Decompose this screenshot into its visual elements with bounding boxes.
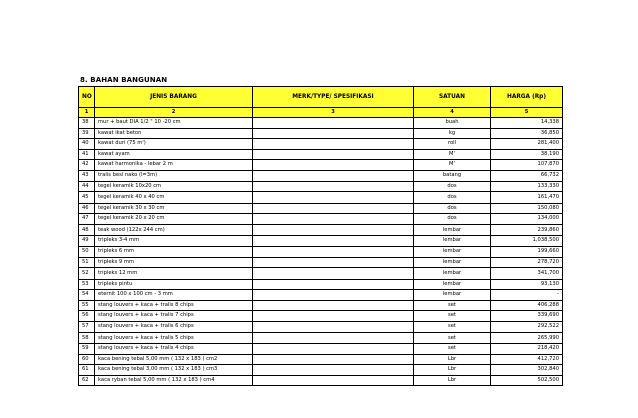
cell-jenis-barang: stang louvers + kaca + tralis 5 chips xyxy=(95,332,253,344)
cell-no: 57 xyxy=(79,322,95,333)
cell-merk xyxy=(253,311,414,322)
cell-satuan: kg xyxy=(414,128,491,139)
table-row xyxy=(79,170,563,181)
cell-satuan: M' xyxy=(414,160,491,171)
column-number: 3 xyxy=(253,108,414,118)
cell-merk xyxy=(253,170,414,181)
cell-satuan: Lbr xyxy=(414,365,491,376)
cell-no: 54 xyxy=(79,290,95,301)
table-row xyxy=(79,224,563,236)
table-row xyxy=(79,160,563,171)
cell-harga: 133,330 xyxy=(491,181,563,192)
cell-merk xyxy=(253,375,414,386)
cell-satuan: lembar xyxy=(414,290,491,301)
cell-jenis-barang: kaca ryban tebal 5,00 mm ( 132 x 183 ) cm4 xyxy=(95,375,253,386)
cell-jenis-barang: mur + baut DIA 1/2 " 10 -20 cm xyxy=(95,118,253,129)
cell-no: 58 xyxy=(79,332,95,344)
table-row xyxy=(79,322,563,333)
cell-no: 38 xyxy=(79,118,95,129)
cell-merk xyxy=(253,181,414,192)
table-row xyxy=(79,279,563,290)
cell-harga: 38,190 xyxy=(491,149,563,160)
table-row xyxy=(79,268,563,280)
table-row xyxy=(79,300,563,311)
cell-satuan: Lbr xyxy=(414,354,491,365)
cell-no: 45 xyxy=(79,192,95,204)
cell-merk xyxy=(253,236,414,247)
cell-harga: 412,720 xyxy=(491,354,563,365)
cell-no: 49 xyxy=(79,236,95,247)
cell-no: 46 xyxy=(79,203,95,214)
cell-satuan: set xyxy=(414,322,491,333)
header-no: NO xyxy=(79,87,95,108)
cell-satuan: roll xyxy=(414,139,491,150)
price-table xyxy=(78,86,563,386)
cell-jenis-barang: kawat duri (75 m') xyxy=(95,139,253,150)
cell-satuan: lembar xyxy=(414,246,491,257)
cell-no: 48 xyxy=(79,224,95,236)
cell-merk xyxy=(253,344,414,355)
cell-no: 60 xyxy=(79,354,95,365)
table-row xyxy=(79,344,563,355)
cell-jenis-barang: tripleks 6 mm xyxy=(95,246,253,257)
cell-harga: 93,130 xyxy=(491,279,563,290)
cell-harga: 302,840 xyxy=(491,365,563,376)
table-row xyxy=(79,246,563,257)
cell-harga: 339,690 xyxy=(491,311,563,322)
cell-jenis-barang: stang louvers + kaca + tralis 7 chips xyxy=(95,311,253,322)
cell-jenis-barang: eternit 100 x 100 cm - 3 mm xyxy=(95,290,253,301)
cell-harga: 134,000 xyxy=(491,214,563,225)
cell-merk xyxy=(253,118,414,129)
cell-merk xyxy=(253,203,414,214)
cell-harga: 1,038,500 xyxy=(491,236,563,247)
cell-merk xyxy=(253,332,414,344)
cell-harga: 150,080 xyxy=(491,203,563,214)
column-number: 1 xyxy=(79,108,95,118)
table-row xyxy=(79,214,563,225)
table-row xyxy=(79,290,563,301)
cell-harga: 406,288 xyxy=(491,300,563,311)
cell-satuan: set xyxy=(414,300,491,311)
cell-satuan: Lbr xyxy=(414,375,491,386)
cell-merk xyxy=(253,365,414,376)
header-jenis-barang: JENIS BARANG xyxy=(95,87,253,108)
cell-satuan: buah xyxy=(414,118,491,129)
cell-jenis-barang: kaca bening tebal 5,00 mm ( 132 x 183 ) cm2 xyxy=(95,354,253,365)
table-row xyxy=(79,139,563,150)
cell-jenis-barang: tripleks 3-4 mm xyxy=(95,236,253,247)
cell-satuan: dos xyxy=(414,192,491,204)
cell-jenis-barang: teak wood (122x 244 cm) xyxy=(95,224,253,236)
cell-harga: 278,720 xyxy=(491,257,563,268)
header-merk-type-spesifikasi: MERK/TYPE/ SPESIFIKASI xyxy=(253,87,414,108)
column-number-row xyxy=(79,108,563,118)
cell-no: 59 xyxy=(79,344,95,355)
table-row xyxy=(79,236,563,247)
table-row xyxy=(79,203,563,214)
cell-satuan: dos xyxy=(414,203,491,214)
cell-satuan: dos xyxy=(414,181,491,192)
cell-jenis-barang: tripleks 12 mm xyxy=(95,268,253,280)
header-row xyxy=(79,87,563,108)
cell-no: 42 xyxy=(79,160,95,171)
column-number: 2 xyxy=(95,108,253,118)
column-number: 5 xyxy=(491,108,563,118)
cell-merk xyxy=(253,160,414,171)
cell-merk xyxy=(253,268,414,280)
cell-no: 51 xyxy=(79,257,95,268)
cell-merk xyxy=(253,290,414,301)
cell-merk xyxy=(253,300,414,311)
cell-harga: 107,870 xyxy=(491,160,563,171)
cell-satuan: lembar xyxy=(414,268,491,280)
cell-merk xyxy=(253,192,414,204)
section-title: 8. BAHAN BANGUNAN xyxy=(80,76,168,84)
cell-satuan: batang xyxy=(414,170,491,181)
cell-no: 41 xyxy=(79,149,95,160)
cell-no: 39 xyxy=(79,128,95,139)
cell-merk xyxy=(253,354,414,365)
cell-satuan: dos xyxy=(414,214,491,225)
table-row xyxy=(79,257,563,268)
cell-jenis-barang: stang louvers + kaca + tralis 8 chips xyxy=(95,300,253,311)
cell-harga: 218,420 xyxy=(491,344,563,355)
cell-satuan: lembar xyxy=(414,224,491,236)
table-row xyxy=(79,149,563,160)
header-harga: HARGA (Rp) xyxy=(491,87,563,108)
cell-no: 52 xyxy=(79,268,95,280)
cell-no: 55 xyxy=(79,300,95,311)
cell-merk xyxy=(253,128,414,139)
table-row xyxy=(79,128,563,139)
cell-jenis-barang: tegel keramik 10x20 cm xyxy=(95,181,253,192)
cell-merk xyxy=(253,214,414,225)
cell-no: 56 xyxy=(79,311,95,322)
cell-jenis-barang: tralis besi nako (l=3m) xyxy=(95,170,253,181)
cell-harga: 199,660 xyxy=(491,246,563,257)
cell-jenis-barang: tegel keramik 20 x 20 cm xyxy=(95,214,253,225)
cell-no: 61 xyxy=(79,365,95,376)
cell-jenis-barang: stang louvers + kaca + tralis 4 chips xyxy=(95,344,253,355)
table-row xyxy=(79,311,563,322)
cell-no: 40 xyxy=(79,139,95,150)
cell-harga: - xyxy=(491,290,563,301)
cell-satuan: set xyxy=(414,311,491,322)
cell-harga: 239,860 xyxy=(491,224,563,236)
cell-jenis-barang: kawat ayam xyxy=(95,149,253,160)
cell-satuan: lembar xyxy=(414,279,491,290)
cell-merk xyxy=(253,279,414,290)
cell-jenis-barang: kaca bening tebal 3,00 mm ( 132 x 183 ) cm3 xyxy=(95,365,253,376)
cell-no: 62 xyxy=(79,375,95,386)
header-satuan: SATUAN xyxy=(414,87,491,108)
cell-no: 43 xyxy=(79,170,95,181)
cell-no: 47 xyxy=(79,214,95,225)
cell-no: 53 xyxy=(79,279,95,290)
table-row xyxy=(79,354,563,365)
cell-satuan: lembar xyxy=(414,236,491,247)
cell-harga: 292,522 xyxy=(491,322,563,333)
cell-harga: 341,700 xyxy=(491,268,563,280)
cell-no: 50 xyxy=(79,246,95,257)
cell-jenis-barang: tripleks 9 mm xyxy=(95,257,253,268)
cell-merk xyxy=(253,246,414,257)
cell-satuan: set xyxy=(414,344,491,355)
cell-harga: 265,990 xyxy=(491,332,563,344)
cell-harga: 161,470 xyxy=(491,192,563,204)
cell-jenis-barang: kawat harmonika - lebar 2 m xyxy=(95,160,253,171)
cell-jenis-barang: tegel keramik 30 x 30 cm xyxy=(95,203,253,214)
cell-harga: 36,850 xyxy=(491,128,563,139)
cell-merk xyxy=(253,224,414,236)
cell-jenis-barang: tripleks pintu xyxy=(95,279,253,290)
cell-satuan: lembar xyxy=(414,257,491,268)
cell-no: 44 xyxy=(79,181,95,192)
cell-harga: 281,400 xyxy=(491,139,563,150)
cell-merk xyxy=(253,322,414,333)
cell-satuan: M' xyxy=(414,149,491,160)
table-row xyxy=(79,375,563,386)
table-row xyxy=(79,365,563,376)
cell-satuan: set xyxy=(414,332,491,344)
table-row xyxy=(79,192,563,204)
cell-jenis-barang: stang louvers + kaca + tralis 6 chips xyxy=(95,322,253,333)
cell-harga: 14,338 xyxy=(491,118,563,129)
cell-harga: 66,732 xyxy=(491,170,563,181)
table-row xyxy=(79,332,563,344)
cell-harga: 502,500 xyxy=(491,375,563,386)
table-row xyxy=(79,118,563,129)
cell-jenis-barang: kawat ikat beton xyxy=(95,128,253,139)
cell-jenis-barang: tegel keramik 40 x 40 cm xyxy=(95,192,253,204)
cell-merk xyxy=(253,139,414,150)
cell-merk xyxy=(253,257,414,268)
cell-merk xyxy=(253,149,414,160)
column-number: 4 xyxy=(414,108,491,118)
table-row xyxy=(79,181,563,192)
